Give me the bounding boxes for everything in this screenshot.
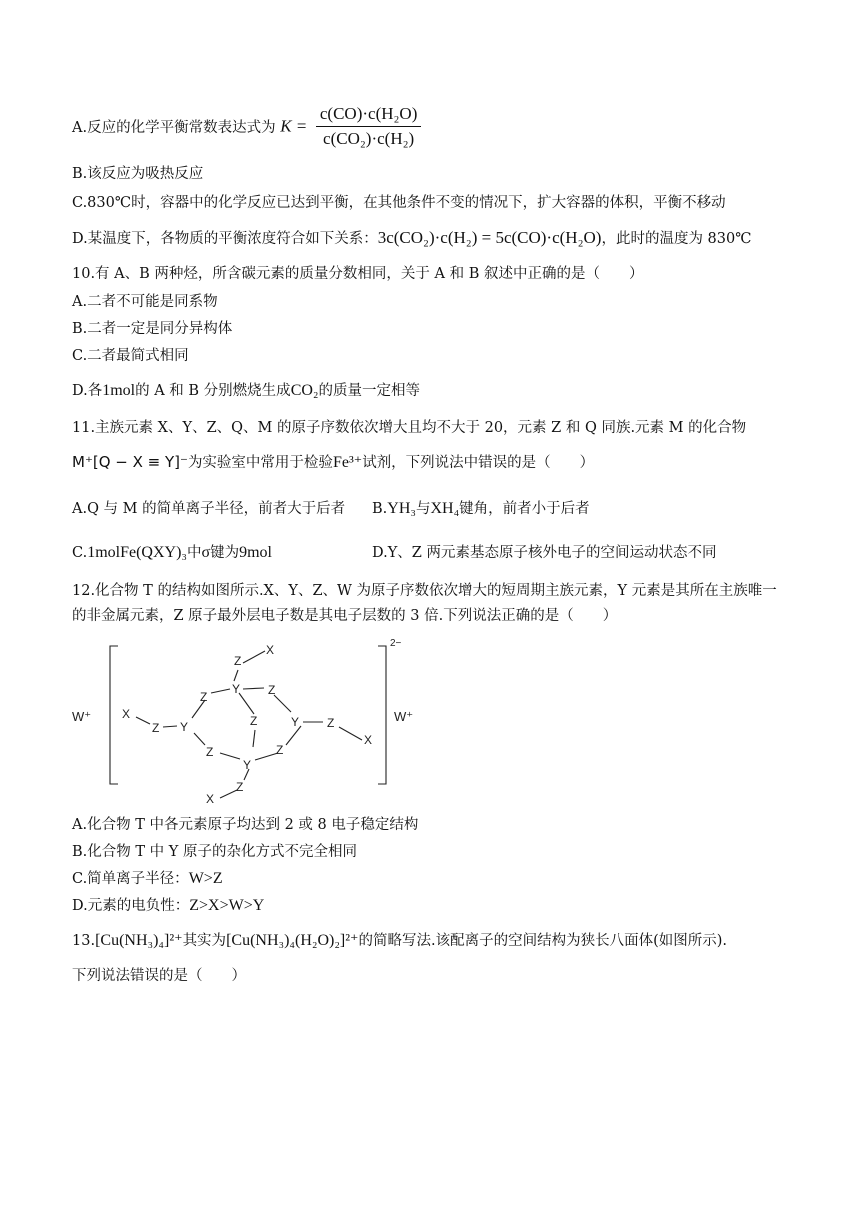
- q9-fraction-numerator: c(CO)·c(H₂O): [316, 104, 422, 127]
- q9-option-b: B.该反应为吸热反应: [72, 166, 204, 182]
- q11-option-b-xh4: XH₄: [430, 500, 460, 517]
- q9-option-a: [72, 104, 421, 149]
- q9-option-a-k: K =: [280, 116, 308, 136]
- q10-option-b: B.二者一定是同分异构体: [72, 321, 233, 337]
- q9-option-c: C.830℃时，容器中的化学反应已达到平衡，在其他条件不变的情况下，扩大容器的体积，平衡不移动: [72, 195, 726, 211]
- q12-option-c-value: W>Z: [188, 870, 223, 887]
- q9-option-d-equation: 3c(CO₂)·c(H₂) = 5c(CO)·c(H₂O): [377, 228, 602, 247]
- q10-option-d-mid: 的 A 和 B 分别燃烧生成: [135, 383, 291, 399]
- q13-stem-post: 的简略写法.该配离子的空间结构为狭长八面体(如图所示).: [358, 933, 728, 949]
- q12-counter-ion-left: W⁺: [72, 709, 92, 724]
- q12-option-d-pre: D.元素的电负性：: [72, 898, 190, 914]
- q13-number: 13.: [72, 933, 96, 949]
- q11-option-b-pre: B.: [372, 501, 388, 517]
- q12-option-b: B.化合物 T 中 Y 原子的杂化方式不完全相同: [72, 844, 357, 860]
- q10-option-d-pre: D.各: [72, 383, 103, 399]
- q12-atom-z: Z: [234, 654, 242, 668]
- q12-atom-y: Y: [180, 720, 189, 734]
- q11-option-b-post: 键角，前者小于后者: [459, 501, 590, 517]
- q10-option-c: C.二者最简式相同: [72, 348, 189, 364]
- q12-atom-z: Z: [152, 721, 160, 735]
- q12-atom-x: X: [266, 643, 275, 657]
- q12-atom-x: X: [122, 707, 131, 721]
- q12-atom-y: Y: [243, 758, 252, 772]
- q9-option-d: [72, 228, 751, 249]
- q11-option-c: [72, 543, 272, 563]
- q10-stem: 10.有 A、B 两种烃，所含碳元素的质量分数相同，关于 A 和 B 叙述中正确的是（ ）: [72, 266, 644, 282]
- q12-atom-x: X: [364, 733, 373, 747]
- q11-formula: M⁺[Q − X ≡ Y]⁻: [72, 453, 188, 471]
- q9-equilibrium-fraction: [316, 104, 422, 149]
- q11-stem-line1: 11.主族元素 X、Y、Z、Q、M 的原子序数依次增大且均不大于 20，元素 Z 和 Q 同族.元素 M 的化合物: [72, 420, 747, 436]
- q11-fe-ion: Fe³⁺: [332, 454, 363, 471]
- q11-option-c-mid2: 键为: [210, 545, 240, 561]
- q13-stem-mid: 其实为: [182, 933, 227, 949]
- q12-option-d-value: Z>X>W>Y: [189, 897, 265, 914]
- q9-option-a-text: A.反应的化学平衡常数表达式为: [72, 120, 276, 136]
- q11-option-d: D.Y、Z 两元素基态原子核外电子的空间运动状态不同: [372, 545, 717, 561]
- q12-atom-z: Z: [276, 743, 284, 757]
- q11-option-c-mid: 中: [186, 545, 202, 561]
- q13-formula-full: [Cu(NH₃)₄(H₂O)₂]²⁺: [226, 932, 359, 949]
- q12-option-c: [72, 869, 223, 889]
- q12-option-a: A.化合物 T 中各元素原子均达到 2 或 8 电子稳定结构: [72, 817, 419, 833]
- q10-option-a: A.二者不可能是同系物: [72, 294, 218, 310]
- q12-anion-charge: 2−: [390, 638, 402, 649]
- q11-stem-post: 试剂，下列说法中错误的是（ ）: [362, 455, 595, 471]
- q10-option-d-mol: 1mol: [102, 382, 136, 399]
- q11-option-b-yh3: YH₃: [387, 500, 416, 517]
- q10-option-d-post: 的质量一定相等: [318, 383, 420, 399]
- q12-stem-line2: 的非金属元素，Z 原子最外层电子数是其电子层数的 3 倍.下列说法正确的是（ ）: [72, 608, 618, 624]
- q12-atom-z: Z: [206, 745, 214, 759]
- q12-structure-diagram: [72, 632, 432, 812]
- q11-option-c-formula: 1molFe(QXY)₃: [87, 544, 187, 561]
- q12-atom-z: Z: [250, 714, 258, 728]
- q11-option-a: A.Q 与 M 的简单离子半径，前者大于后者: [72, 501, 346, 517]
- q11-option-b: [372, 499, 590, 519]
- q12-atom-z: Z: [200, 690, 208, 704]
- q13-formula-short: [Cu(NH₃)₄]²⁺: [95, 932, 183, 949]
- q11-option-c-pre: C.: [72, 545, 88, 561]
- q9-option-d-post: ，此时的温度为 830℃: [601, 231, 752, 247]
- q12-atom-y: Y: [232, 682, 241, 696]
- q12-option-d: [72, 896, 264, 916]
- q10-option-d: [72, 381, 420, 401]
- q9-option-d-pre: D.某温度下，各物质的平衡浓度符合如下关系：: [72, 231, 378, 247]
- q11-option-c-sigma: σ: [201, 544, 211, 561]
- q12-atom-z: Z: [236, 780, 244, 794]
- q12-atom-z: Z: [268, 683, 276, 697]
- q10-option-d-co2: CO₂: [290, 382, 319, 399]
- q11-option-c-value: 9mol: [239, 544, 272, 561]
- q13-stem-line1: [72, 931, 727, 951]
- q13-stem-line2: 下列说法错误的是（ ）: [72, 968, 246, 984]
- q12-stem-line1: 12.化合物 T 的结构如图所示.X、Y、Z、W 为原子序数依次增大的短周期主族元素，Y 元素是其所在主族唯一: [72, 583, 777, 599]
- q11-stem-line2: [72, 452, 594, 473]
- q11-stem-mid: 为实验室中常用于检验: [187, 455, 333, 471]
- q12-atom-y: Y: [291, 715, 300, 729]
- q11-option-b-mid: 与: [415, 501, 431, 517]
- q12-option-c-pre: C.简单离子半径：: [72, 871, 189, 887]
- q12-atom-z: Z: [327, 716, 335, 730]
- q12-counter-ion-right: W⁺: [394, 709, 414, 724]
- q12-atom-x: X: [206, 792, 215, 806]
- q9-fraction-denominator: c(CO₂)·c(H₂): [323, 129, 415, 148]
